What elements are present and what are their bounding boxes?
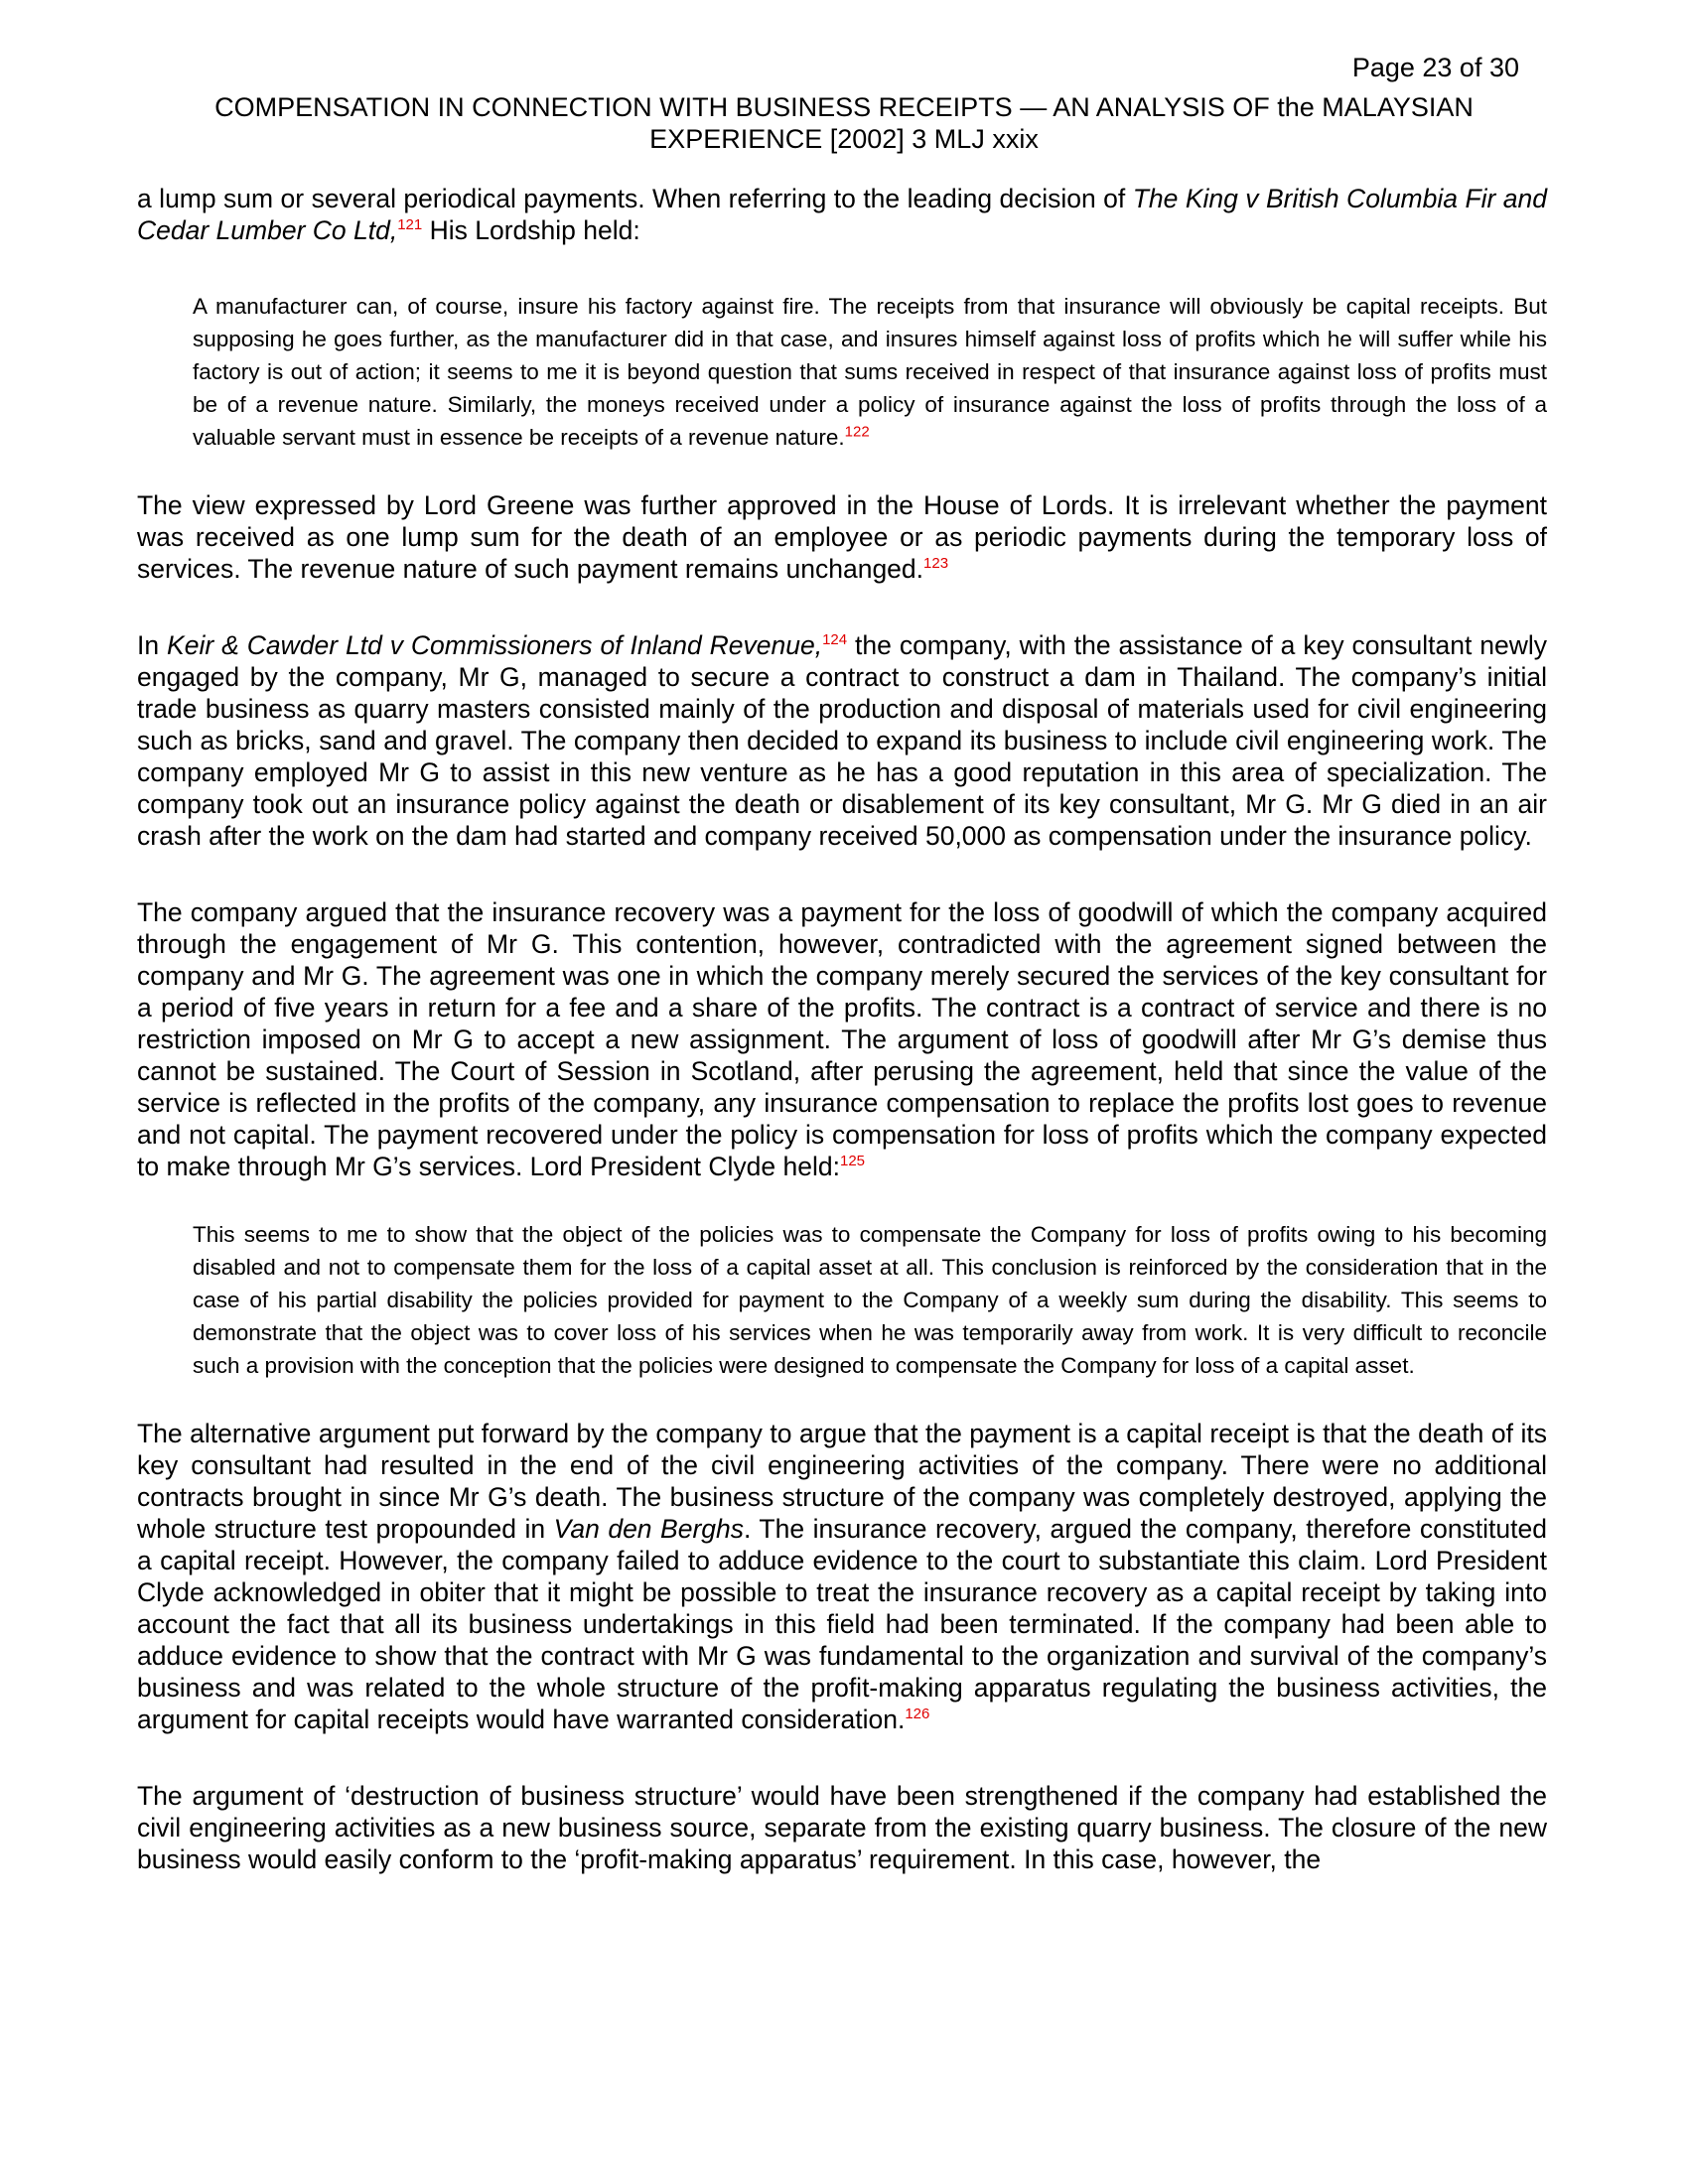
footnote-ref-124[interactable]: 124: [822, 631, 848, 649]
paragraph-text: a lump sum or several periodical payments. When referring to the leading decision of: [137, 184, 1133, 213]
paragraph-2: [137, 489, 1547, 585]
footnote-ref-122[interactable]: 122: [844, 423, 870, 441]
paragraph-1: [137, 183, 1547, 246]
paragraph-text: The view expressed by Lord Greene was further approved in the House of Lords. It is irrelevant whether the payment was received as one lump sum for the death of an employee or as periodic payments during the temporary loss of services. The revenue nature of such payment remains unchanged.: [137, 490, 1547, 584]
paragraph-text: the company, with the assistance of a key consultant newly engaged by the company, Mr G, managed to secure a contract to construct a dam in Thailand. The company’s initial trade business as quarry masters consisted mainly of the production and disposal of materials used for civil engineering such as bricks, sand and gravel. The company then decided to expand its business to include civil engineering work. The company employed Mr G to assist in this new venture as he has a good reputation in this area of specialization. The company took out an insurance policy against the death or disablement of its key consultant, Mr G. Mr G died in an air crash after the work on the dam had started and company received 50,000 as compensation under the insurance policy.: [137, 630, 1548, 851]
paragraph-text: The alternative argument put forward by the company to argue that the payment is a capital receipt is that the death of its key consultant had resulted in the end of the civil engineering activities of the company. There were no additional contracts brought in since Mr G’s death. The business structure of the company was completely destroyed, applying the whole structure test propounded in: [137, 1419, 1547, 1544]
footnote-ref-125[interactable]: 125: [839, 1153, 866, 1170]
quote-text: A manufacturer can, of course, insure his factory against fire. The receipts from that insurance will obviously be capital receipts. But supposing he goes further, as the manufacturer did in that case, and insures himself against loss of profits which he will suffer while his factory is out of action; it seems to me it is beyond question that sums received in respect of that insurance against loss of profits must be of a revenue nature. Similarly, the moneys received under a policy of insurance against the loss of profits through the loss of a valuable servant must in essence be receipts of a revenue nature.: [193, 294, 1547, 450]
paragraph-text: His Lordship held:: [422, 215, 640, 245]
paragraph-4: [137, 896, 1547, 1182]
paragraph-5: [137, 1418, 1547, 1735]
paragraph-text: In: [137, 630, 168, 660]
footnote-ref-121[interactable]: 121: [397, 216, 423, 234]
block-quote-2: This seems to me to show that the object of the policies was to compensate the Company for loss of profits owing to his becoming disabled and not to compensate them for the loss of a capital asset at all. This conclusion is reinforced by the consideration that in the case of his partial disability the policies provided for payment to the Company of a weekly sum during the disability. This seems to demonstrate that the object was to cover loss of his services when he was temporarily away from work. It is very difficult to reconcile such a provision with the conception that the policies were designed to compensate the Company for loss of a capital asset.: [193, 1222, 1547, 1378]
case-name: The King v British Columbia Fir and Cedar Lumber Co Ltd: [137, 184, 1547, 245]
footnote-ref-126[interactable]: 126: [905, 1706, 930, 1723]
paragraph-text: . The insurance recovery, argued the company, therefore constituted a capital receipt. However, the company failed to adduce evidence to the court to substantiate this claim. Lord President Clyde acknowledged in obiter that it might be possible to treat the insurance recovery as a capital receipt by taking into account the fact that all its business undertakings in this field had been terminated. If the company had been able to adduce evidence to show that the contract with Mr G was fundamental to the organization and survival of the company’s business and was related to the whole structure of the profit-making apparatus regulating the business activities, the argument for capital receipts would have warranted consideration.: [137, 1514, 1547, 1734]
document-body: [137, 183, 1547, 1875]
case-name: Keir & Cawder Ltd v Commissioners of Inland Revenue: [167, 630, 815, 660]
running-title-line-2: EXPERIENCE [2002] 3 MLJ xxix: [649, 124, 1039, 154]
block-quote-1: [193, 290, 1547, 454]
footnote-ref-123[interactable]: 123: [923, 555, 949, 573]
paragraph-3: [137, 629, 1547, 852]
case-name: Van den Berghs: [553, 1514, 745, 1544]
case-name-comma: ,: [814, 630, 823, 660]
running-title: [139, 91, 1549, 155]
case-name-comma: ,: [389, 215, 398, 245]
paragraph-text: The company argued that the insurance recovery was a payment for the loss of goodwill of which the company acquired through the engagement of Mr G. This contention, however, contradicted with the agreement signed between the company and Mr G. The agreement was one in which the company merely secured the services of the key consultant for a period of five years in return for a fee and a share of the profits. The contract is a contract of service and there is no restriction imposed on Mr G to accept a new assignment. The argument of loss of goodwill after Mr G’s demise thus cannot be sustained. The Court of Session in Scotland, after perusing the agreement, held that since the value of the service is reflected in the profits of the company, any insurance compensation to replace the profits lost goes to revenue and not capital. The payment recovered under the policy is compensation for loss of profits which the company expected to make through Mr G’s services. Lord President Clyde held:: [137, 897, 1547, 1181]
running-title-line-1: COMPENSATION IN CONNECTION WITH BUSINESS RECEIPTS — AN ANALYSIS OF the MALAYSIAN: [214, 92, 1474, 122]
paragraph-6: The argument of ‘destruction of business structure’ would have been strengthened if the company had established the civil engineering activities as a new business source, separate from the existing quarry business. The closure of the new business would easily conform to the ‘profit-making apparatus’ requirement. In this case, however, the: [137, 1781, 1547, 1874]
page-number: Page 23 of 30: [1351, 53, 1519, 82]
